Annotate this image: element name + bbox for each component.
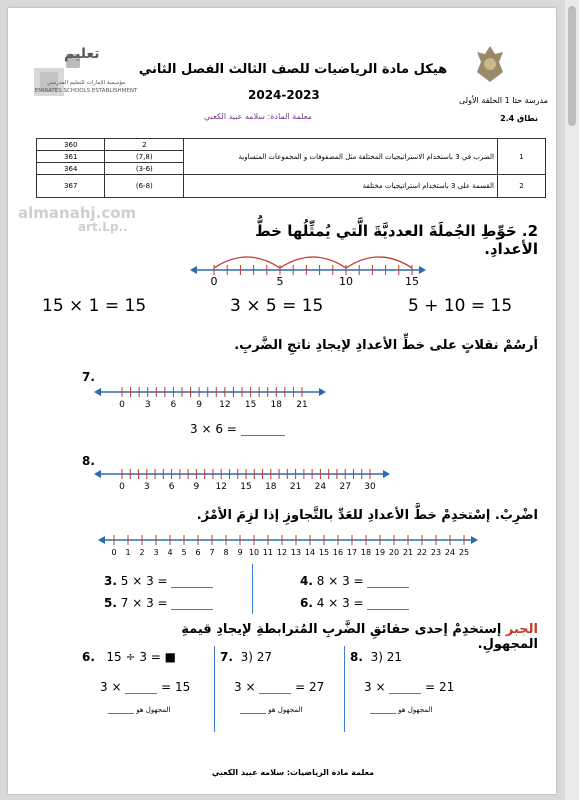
- tick-label: 0: [119, 400, 125, 410]
- problem-6: 6. 4 × 3 =: [300, 596, 409, 610]
- table-cell: (7,8): [105, 151, 184, 163]
- tick-label: 6: [170, 400, 177, 410]
- number-line-q7[interactable]: [92, 380, 328, 410]
- answer-blank[interactable]: [389, 693, 421, 694]
- answer-blank[interactable]: [259, 693, 291, 694]
- number-line-q2: [188, 246, 428, 292]
- option-equation: 3 × 5 = 15: [230, 296, 324, 316]
- worksheet-page: [8, 8, 556, 794]
- tick-label: 23: [430, 548, 442, 557]
- tick-label: 15: [318, 548, 330, 557]
- table-row: [37, 175, 546, 198]
- logo-org-en: EMIRATES SCHOOLS ESTABLISHMENT: [34, 88, 138, 94]
- algebra-problem-6: 6. 15 ÷ 3 = ■: [82, 650, 176, 664]
- algebra-eq-8: 3 × = 21: [364, 680, 455, 694]
- teacher-name: معلمة المادة: سلامه عبيد الكعبي: [204, 112, 312, 121]
- table-cell: 367: [37, 175, 105, 198]
- table-cell: 364: [37, 163, 105, 175]
- logo-word: تعليم: [64, 46, 100, 62]
- algebra-eq-6: 3 × = 15: [100, 680, 191, 694]
- tick-label: 12: [276, 548, 288, 557]
- table-row: [37, 139, 546, 151]
- tick-label: 15: [244, 400, 257, 410]
- number-line-0-25: [96, 530, 480, 560]
- tick-label: 10: [339, 275, 353, 288]
- number-line-q8[interactable]: [92, 462, 392, 492]
- table-cell: الضرب في 3 باستخدام الاستراتيجيات المختلفة مثل المصفوفات و المجموعات المتساوية: [184, 139, 498, 175]
- section-title-multiply: اضْرِبْ. إسْتخدِمْ خطَّ الأعدادِ للعَدِّ بالتَّجاوزِ إذا لزِمَ الأمْرُ.: [196, 508, 538, 523]
- tick-label: 21: [296, 400, 308, 410]
- tick-label: 5: [181, 548, 187, 557]
- watermark: almanahj.com: [18, 204, 137, 222]
- page-title: هيكل مادة الرياضيات للصف الثالث الفصل الثاني: [138, 62, 448, 77]
- option-equation: 5 + 10 = 15: [408, 296, 513, 316]
- tick-label: 30: [364, 482, 376, 492]
- table-cell: القسمة على 3 باستخدام استراتيجيات مختلفة: [184, 175, 498, 198]
- problem-5: 5. 7 × 3 =: [104, 596, 213, 610]
- arrow-left-icon: [190, 266, 197, 274]
- tick-label: 6: [195, 548, 201, 557]
- tick-label: 12: [219, 400, 231, 410]
- question-7-expression: 3 × 6 =: [190, 422, 285, 436]
- tick-label: 20: [388, 548, 400, 557]
- algebra-eq-7: 3 × = 27: [234, 680, 325, 694]
- tick-label: 17: [346, 548, 358, 557]
- answer-blank[interactable]: [367, 587, 409, 588]
- tick-label: 5: [276, 275, 284, 288]
- arrow-right-icon: [383, 470, 390, 478]
- unknown-label: المجهول هو: [240, 706, 302, 714]
- table-cell: (3-6): [105, 163, 184, 175]
- table-cell: 361: [37, 151, 105, 163]
- divider: [214, 646, 215, 732]
- answer-blank[interactable]: [370, 713, 396, 714]
- tick-label: 19: [374, 548, 386, 557]
- tick-label: 25: [458, 548, 470, 557]
- school-name: مدرسة حتا 1 الحلقة الأولى: [459, 96, 548, 105]
- tick-label: 13: [290, 548, 302, 557]
- tick-label: 22: [416, 548, 428, 557]
- jump-arc: [280, 257, 346, 268]
- answer-blank[interactable]: [171, 587, 213, 588]
- tick-label: 15: [405, 275, 419, 288]
- answer-blank[interactable]: [367, 609, 409, 610]
- logo-org-ar: مؤسسة الإمارات للتعليم المدرسي: [46, 80, 126, 86]
- tick-label: 18: [270, 400, 283, 410]
- answer-blank[interactable]: [108, 713, 134, 714]
- arrow-left-icon: [98, 536, 105, 544]
- tick-label: 7: [209, 548, 215, 557]
- tick-label: 11: [262, 548, 274, 557]
- tick-label: 9: [193, 482, 200, 492]
- algebra-label: الجبر: [505, 622, 538, 637]
- arrow-left-icon: [94, 388, 101, 396]
- algebra-problem-8: 8. 3) 21: [350, 650, 402, 664]
- tick-label: 24: [444, 548, 456, 557]
- arrow-left-icon: [94, 470, 101, 478]
- unknown-label: المجهول هو: [370, 706, 432, 714]
- tick-label: 24: [314, 482, 327, 492]
- footer-teacher: معلمة مادة الرياضيات: سلامه عبيد الكعبي: [211, 768, 375, 777]
- tick-label: 8: [223, 548, 229, 557]
- arrow-right-icon: [471, 536, 478, 544]
- table-cell: 360: [37, 139, 105, 151]
- jump-arc: [346, 257, 412, 268]
- tick-label: 9: [196, 400, 203, 410]
- tick-label: 21: [402, 548, 414, 557]
- answer-blank[interactable]: [171, 609, 213, 610]
- tick-label: 18: [265, 482, 277, 492]
- tick-label: 9: [237, 548, 243, 557]
- arrow-right-icon: [319, 388, 326, 396]
- tick-label: 3: [143, 482, 150, 492]
- section-title-draw: أرسُمْ نقلاتٍ على خطِّ الأعدادِ لإيجادِ ناتجِ الضَّربِ.: [234, 338, 538, 353]
- tick-label: 3: [153, 548, 159, 557]
- academic-year: 2024-2023: [248, 88, 320, 102]
- tick-label: 0: [111, 548, 117, 557]
- table-cell: (6-8): [105, 175, 184, 198]
- question-2-title: 2. حَوِّطِ الجُملَةَ العدديَّةَ الَّتي يُمثِّلُها خطُّ الأعدادِ.: [255, 222, 538, 258]
- question-7-number: 7.: [82, 370, 95, 384]
- answer-blank[interactable]: [241, 435, 285, 436]
- problem-3: 3. 5 × 3 =: [104, 574, 213, 588]
- tick-label: 15: [240, 482, 252, 492]
- unknown-label: المجهول هو: [108, 706, 170, 714]
- tick-label: 0: [119, 482, 125, 492]
- emblem-icon: [473, 42, 507, 86]
- tick-label: 14: [304, 548, 316, 557]
- table-cell: 1: [497, 139, 545, 175]
- problem-4: 4. 8 × 3 =: [300, 574, 409, 588]
- tick-label: 3: [144, 400, 151, 410]
- tick-label: 18: [360, 548, 372, 557]
- range-label: نطاق 2.4: [500, 114, 538, 123]
- answer-blank[interactable]: [125, 693, 157, 694]
- tick-label: 21: [289, 482, 302, 492]
- divider: [252, 564, 253, 614]
- tick-label: 4: [167, 548, 173, 557]
- section-title-algebra: الجبر إستخدِمْ إحدى حقائقِ الضَّربِ المُترابطةِ لإيجادِ قيمةِ المجهولِ.: [181, 622, 538, 652]
- tick-label: 2: [139, 548, 145, 557]
- divider: [344, 646, 345, 732]
- tick-label: 16: [332, 548, 344, 557]
- algebra-problem-7: 7. 3) 27: [220, 650, 272, 664]
- tick-label: 6: [168, 482, 175, 492]
- tick-label: 27: [339, 482, 351, 492]
- answer-blank[interactable]: [240, 713, 266, 714]
- scrollbar[interactable]: [565, 0, 579, 800]
- watermark: art.Lp..: [78, 220, 128, 234]
- tick-label: 12: [215, 482, 227, 492]
- tick-label: 10: [248, 548, 260, 557]
- table-cell: 2: [105, 139, 184, 151]
- jump-arc: [214, 257, 280, 268]
- table-cell: 2: [497, 175, 545, 198]
- scroll-thumb[interactable]: [568, 6, 576, 126]
- tick-label: 1: [125, 548, 131, 557]
- tick-label: 0: [210, 275, 218, 288]
- option-equation: 15 × 1 = 15: [42, 296, 147, 316]
- question-8-number: 8.: [82, 454, 95, 468]
- arrow-right-icon: [419, 266, 426, 274]
- structure-table: [36, 138, 546, 198]
